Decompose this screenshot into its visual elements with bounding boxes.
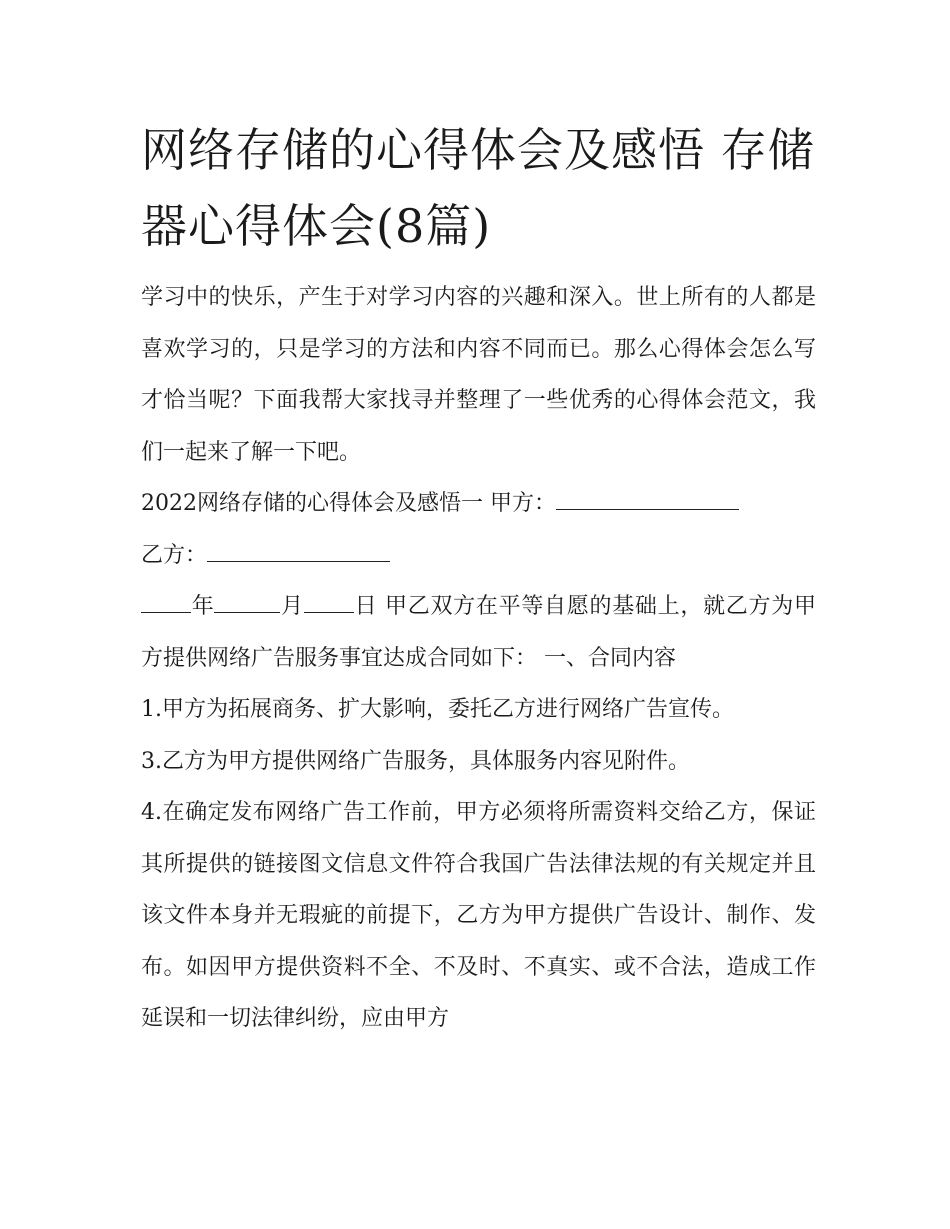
date-month-label: 月 <box>280 594 304 619</box>
document-title-text: 网络存储的心得体会及感悟 存储器心得体会(8篇) <box>141 123 815 253</box>
party-b-blank <box>207 541 390 562</box>
date-year-label: 年 <box>191 594 215 619</box>
month-blank <box>214 592 280 613</box>
year-blank <box>141 592 191 613</box>
contract-intro-text: 甲乙双方在平等自愿的基础上，就乙方为甲方提供网络广告服务事宜达成合同如下： 一、合同内容 <box>141 594 816 671</box>
day-blank <box>304 592 354 613</box>
clause-1: 1.甲方为拓展商务、扩大影响，委托乙方进行网络广告宣传。 <box>141 697 734 722</box>
section-heading: 2022网络存储的心得体会及感悟一 甲方： <box>141 491 556 516</box>
party-b-label: 乙方： <box>141 542 208 568</box>
contract-intro-paragraph <box>141 581 816 684</box>
document-title <box>141 112 816 264</box>
party-a-blank <box>556 489 739 510</box>
clause-3: 3.乙方为甲方提供网络广告服务，具体服务内容见附件。 <box>141 748 690 774</box>
intro-paragraph: 学习中的快乐，产生于对学习内容的兴趣和深入。世上所有的人都是喜欢学习的，只是学习的方法和内容不同而已。那么心得体会怎么写才恰当呢？下面我帮大家找寻并整理了一些优秀的心得体会范文，我们一起来了解一下吧。 <box>141 285 816 465</box>
clause-4: 4.在确定发布网络广告工作前，甲方必须将所需资料交给乙方，保证其所提供的链接图文信息文件符合我国广告法律法规的有关规定并且该文件本身并无瑕疵的前提下，乙方为甲方提供广告设计、制作、发布。如因甲方提供资料不全、不及时、不真实、或不合法，造成工作延误和一切法律纠纷，应由甲方 <box>141 800 816 1031</box>
document-page <box>141 112 816 1045</box>
date-day-label: 日 <box>353 594 378 619</box>
party-b-paragraph <box>141 530 816 582</box>
section-heading-paragraph <box>141 478 816 530</box>
